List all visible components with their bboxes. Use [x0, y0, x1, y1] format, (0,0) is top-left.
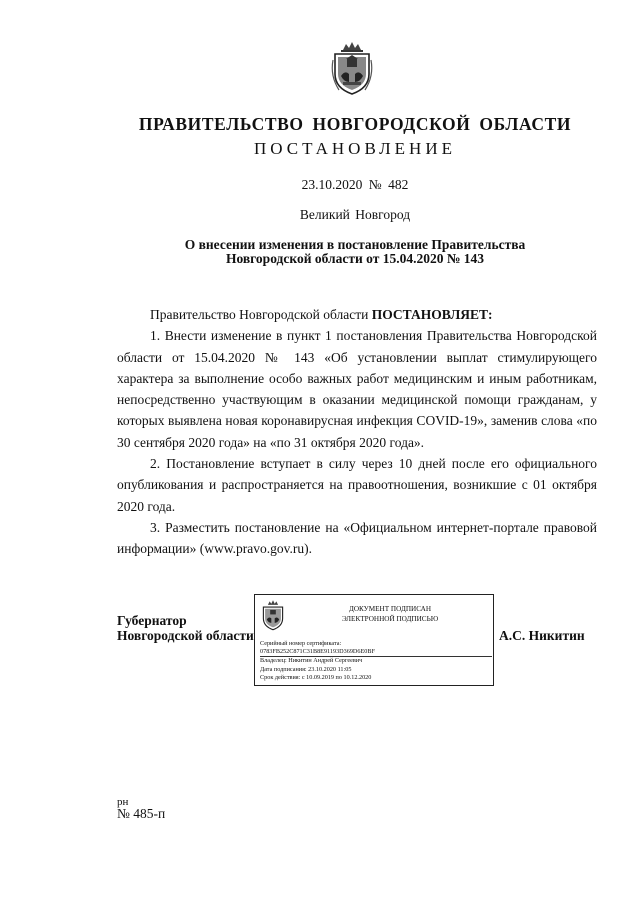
stamp-title-line-1: ДОКУМЕНТ ПОДПИСАН — [348, 605, 432, 613]
validity-period: Срок действия: с 10.09.2019 по 10.12.2020 — [260, 673, 372, 681]
signing-date: Дата подписания: 23.10.2020 11:05 — [260, 665, 352, 673]
document-type: ПОСТАНОВЛЕНИЕ — [253, 139, 456, 158]
subject-line-1: О внесении изменения в постановление Правительства — [184, 237, 526, 252]
serial-number: 0783FB252C871C31B8E91193D369D6E0BF — [260, 648, 375, 656]
serial-label: Серийный номер сертификата: — [260, 640, 342, 647]
resolution-intro — [117, 304, 597, 325]
position-line-1: Губернатор — [117, 613, 187, 628]
document-number: 482 — [388, 177, 409, 192]
stamp-title — [291, 604, 489, 624]
document-date: 23.10.2020 — [301, 177, 363, 192]
paragraph-2: 2. Постановление вступает в силу через 10 дней после его официального опубликования и распространяется на правоотношения, возникшие с 01 октября 2020 года. — [117, 456, 597, 514]
signatory-name: А.С. Никитин — [499, 628, 585, 643]
executor-initials: рн — [117, 796, 129, 808]
paragraph-3: 3. Разместить постановление на «Официальном интернет-портале правовой информации» (www.pravo.gov.ru). — [117, 519, 597, 557]
government-title: ПРАВИТЕЛЬСТВО НОВГОРОДСКОЙ ОБЛАСТИ — [138, 114, 572, 134]
novgorod-coat-of-arms-icon — [329, 40, 375, 96]
paragraph-1: 1. Внести изменение в пункт 1 постановления Правительства Новгородской области от 15.04.2020 № 143 «Об установлении выплат стимулирующего характера за выполнение особо важных работ медицинским и иным работникам, непосредственно участвующим в оказании медицинской помощи гражданам, у которых выявлена новая коронавирусная инфекция COVID-19», заменив слова «по 30 сентября 2020 года» на «по 31 октября 2020 года». — [117, 328, 597, 450]
number-sign: № — [368, 177, 382, 192]
novgorod-coat-of-arms-icon — [260, 599, 286, 631]
intro-text: Правительство Новгородской области — [150, 307, 372, 322]
footer-note — [117, 796, 165, 820]
signatory-position — [117, 613, 254, 643]
internal-doc-number: № 485-п — [117, 806, 166, 821]
stamp-details — [260, 640, 492, 682]
subject-line-2: Новгородской области от 15.04.2020 № 143 — [225, 251, 485, 266]
intro-bold: ПОСТАНОВЛЯЕТ: — [371, 307, 493, 322]
electronic-signature-stamp — [254, 594, 494, 686]
city: Великий Новгород — [299, 207, 411, 222]
document-subject — [130, 238, 580, 266]
position-line-2: Новгородской области — [117, 628, 254, 643]
stamp-title-line-2: ЭЛЕКТРОННОЙ ПОДПИСЬЮ — [341, 615, 439, 623]
owner: Владелец: Никитин Андрей Сергеевич — [260, 656, 492, 665]
date-number-line — [0, 177, 640, 193]
document-body — [117, 304, 597, 560]
